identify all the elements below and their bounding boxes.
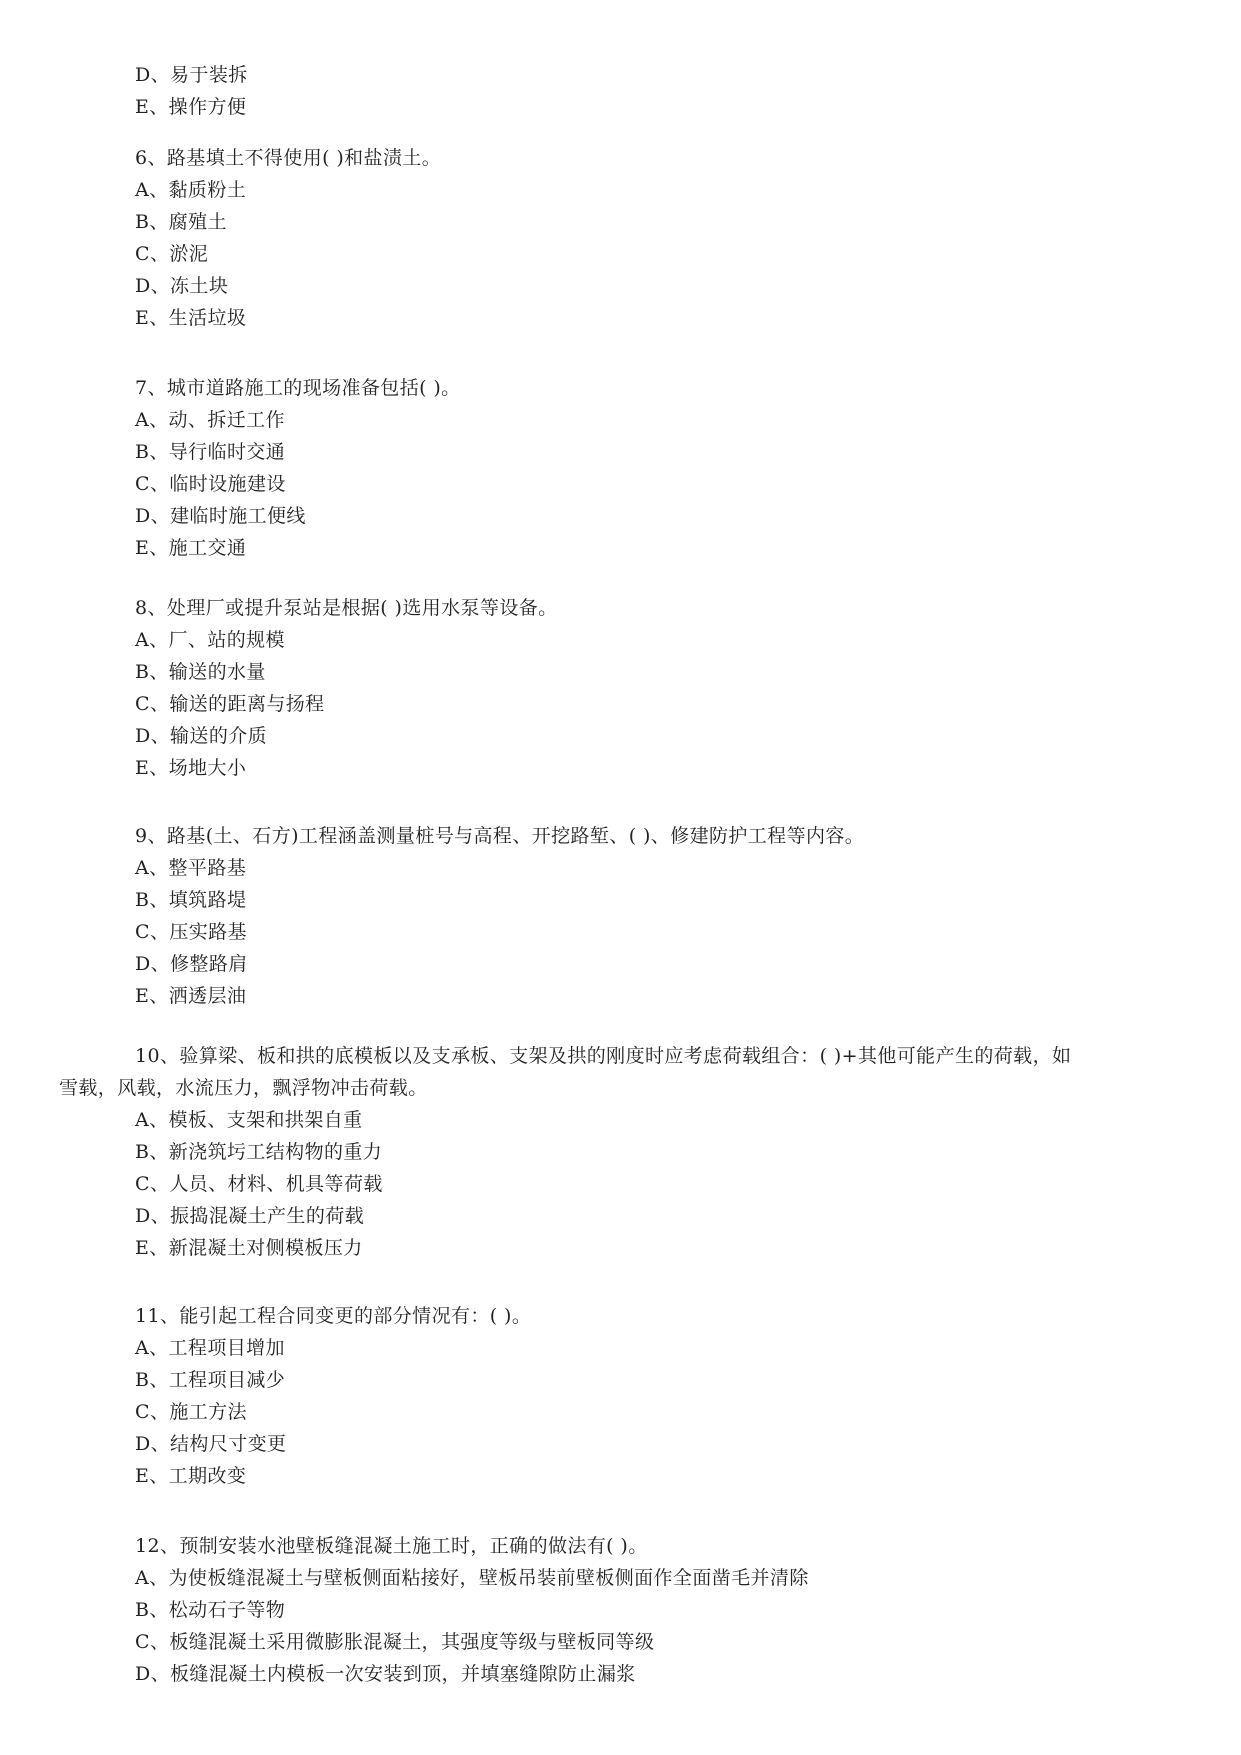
- option-6-e: E、生活垃圾: [135, 307, 247, 329]
- option-10-a: A、模板、支架和拱架自重: [135, 1109, 363, 1131]
- option-10-e: E、新混凝土对侧模板压力: [135, 1237, 363, 1259]
- question-6: 6、路基填土不得使用( )和盐渍土。: [135, 147, 442, 169]
- option-11-e: E、工期改变: [135, 1465, 247, 1487]
- question-9: 9、路基(土、石方)工程涵盖测量桩号与高程、开挖路堑、( )、修建防护工程等内容。: [135, 825, 865, 847]
- option-12-c: C、板缝混凝土采用微膨胀混凝土，其强度等级与壁板同等级: [135, 1631, 655, 1653]
- option-9-a: A、整平路基: [135, 857, 247, 879]
- option-5-d: D、易于装拆: [135, 64, 248, 86]
- option-6-b: B、腐殖土: [135, 211, 227, 233]
- option-8-d: D、输送的介质: [135, 725, 268, 747]
- option-6-a: A、黏质粉土: [135, 179, 247, 201]
- option-12-b: B、松动石子等物: [135, 1599, 286, 1621]
- option-6-c: C、淤泥: [135, 243, 209, 265]
- option-8-c: C、输送的距离与扬程: [135, 693, 325, 715]
- option-7-a: A、动、拆迁工作: [135, 409, 285, 431]
- option-11-c: C、施工方法: [135, 1401, 247, 1423]
- option-9-b: B、填筑路堤: [135, 889, 247, 911]
- question-10-continuation: 雪载，风载，水流压力，飘浮物冲击荷载。: [59, 1077, 428, 1099]
- option-7-c: C、临时设施建设: [135, 473, 286, 495]
- option-8-e: E、场地大小: [135, 757, 247, 779]
- option-11-a: A、工程项目增加: [135, 1337, 285, 1359]
- question-8: 8、处理厂或提升泵站是根据( )选用水泵等设备。: [135, 597, 558, 619]
- option-10-b: B、新浇筑圬工结构物的重力: [135, 1141, 383, 1163]
- option-5-e: E、操作方便: [135, 96, 247, 118]
- option-12-a: A、为使板缝混凝土与壁板侧面粘接好，壁板吊装前壁板侧面作全面凿毛并清除: [135, 1567, 809, 1589]
- option-7-b: B、导行临时交通: [135, 441, 286, 463]
- option-7-d: D、建临时施工便线: [135, 505, 306, 527]
- question-11: 11、能引起工程合同变更的部分情况有：( )。: [135, 1305, 532, 1327]
- option-6-d: D、冻土块: [135, 275, 229, 297]
- option-11-b: B、工程项目减少: [135, 1369, 286, 1391]
- option-11-d: D、结构尺寸变更: [135, 1433, 287, 1455]
- option-10-c: C、人员、材料、机具等荷载: [135, 1173, 383, 1195]
- question-10: 10、验算梁、板和拱的底模板以及支承板、支架及拱的刚度时应考虑荷载组合：( )+其他可能产生的荷载，如: [135, 1045, 1072, 1067]
- option-7-e: E、施工交通: [135, 537, 247, 559]
- option-12-d: D、板缝混凝土内模板一次安装到顶，并填塞缝隙防止漏浆: [135, 1663, 636, 1685]
- option-9-c: C、压实路基: [135, 921, 247, 943]
- option-9-d: D、修整路肩: [135, 953, 248, 975]
- option-9-e: E、洒透层油: [135, 985, 247, 1007]
- question-12: 12、预制安装水池壁板缝混凝土施工时，正确的做法有( )。: [135, 1535, 648, 1557]
- question-7: 7、城市道路施工的现场准备包括( )。: [135, 377, 461, 399]
- option-8-b: B、输送的水量: [135, 661, 266, 683]
- option-8-a: A、厂、站的规模: [135, 629, 285, 651]
- option-10-d: D、振捣混凝土产生的荷载: [135, 1205, 365, 1227]
